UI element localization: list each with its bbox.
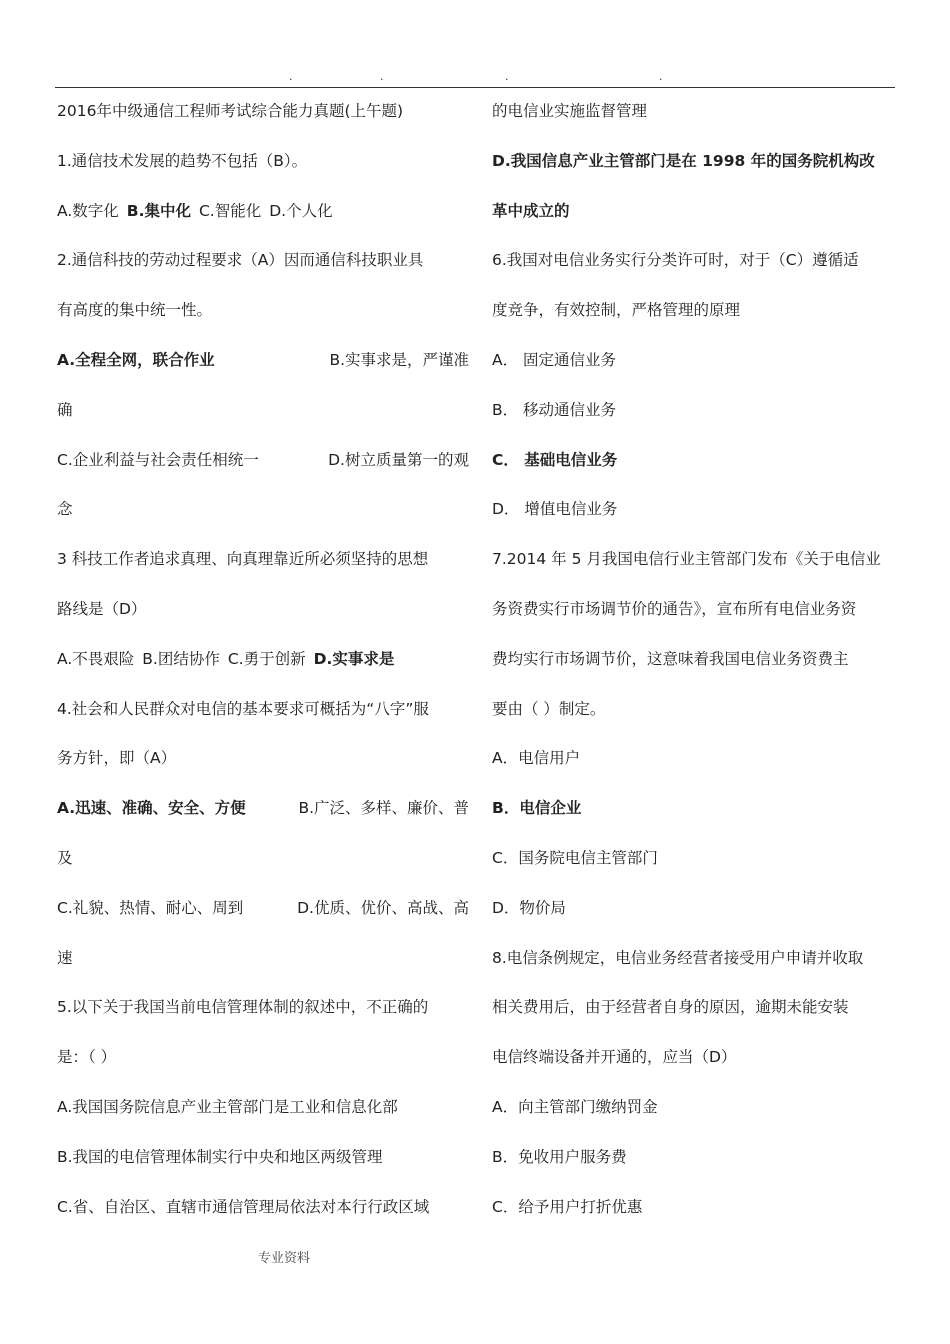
option-c: C．国务院电信主管部门: [492, 848, 658, 867]
option-c: C.礼貌、热情、耐心、周到: [57, 898, 244, 917]
right-column: [492, 87, 897, 1232]
header-dot: .: [659, 70, 663, 83]
option-c: C.企业利益与社会责任相统一: [57, 450, 259, 469]
option-a-answer: A.全程全网，联合作业: [57, 350, 215, 369]
question-4-line-1: 4.社会和人民群众对电信的基本要求可概括为“八字”服: [57, 699, 429, 718]
option-b: B． 移动通信业务: [492, 400, 617, 419]
question-2-options-ab: [57, 336, 469, 386]
option-b: B.广泛、多样、廉价、普: [298, 799, 469, 818]
option-c: C.省、自治区、直辖市通信管理局依法对本行行政区域: [57, 1197, 430, 1216]
question-4-options-ab: [57, 784, 469, 834]
option-c: C.勇于创新: [227, 649, 306, 668]
question-8-line-1: 8.电信条例规定，电信业务经营者接受用户申请并收取: [492, 948, 864, 967]
question-4-line-2: 务方针，即（A）: [57, 749, 177, 768]
question-2-line-2: 有高度的集中统一性。: [57, 301, 213, 320]
option-b-continued: 及: [57, 848, 73, 867]
question-1-options: [57, 187, 469, 237]
option-d-answer: D.我国信息产业主管部门是在 1998 年的国务院机构改: [492, 151, 875, 170]
header-dot: .: [289, 70, 293, 83]
document-title: 2016年中级通信工程师考试综合能力真题(上午题): [57, 102, 404, 120]
option-a: A.不畏艰险: [57, 649, 135, 668]
option-a: A.数字化: [57, 201, 119, 220]
question-5-line-2: 是：（ ）: [57, 1048, 117, 1067]
question-1: 1.通信技术发展的趋势不包括（B）。: [57, 151, 308, 170]
option-a: A．向主管部门缴纳罚金: [492, 1097, 658, 1116]
option-d: D.优质、优价、高战、高: [297, 898, 469, 917]
option-a-answer: A.迅速、准确、安全、方便: [57, 799, 246, 818]
option-d-continued: 速: [57, 948, 73, 967]
option-a: A． 固定通信业务: [492, 350, 617, 369]
option-a: A．电信用户: [492, 749, 581, 768]
option-c: C.智能化: [198, 201, 262, 220]
option-b: B.团结协作: [142, 649, 220, 668]
option-b-answer: B．电信企业: [492, 799, 582, 818]
option-c: C．给予用户打折优惠: [492, 1197, 643, 1216]
question-8-line-2: 相关费用后，由于经营者自身的原因，逾期未能安装: [492, 998, 849, 1017]
question-6-line-1: 6.我国对电信业务实行分类许可时，对于（C）遵循适: [492, 251, 859, 270]
option-b: B．免收用户服务费: [492, 1147, 627, 1166]
option-a: A.我国国务院信息产业主管部门是工业和信息化部: [57, 1097, 398, 1116]
header-dot: .: [380, 70, 384, 83]
question-2-line-1: 2.通信科技的劳动过程要求（A）因而通信科技职业具: [57, 251, 424, 270]
question-3-options: [57, 635, 469, 685]
question-6-line-2: 度竞争，有效控制，严格管理的原理: [492, 301, 741, 320]
option-b-answer: B.集中化: [126, 201, 191, 220]
question-3-line-2: 路线是（D）: [57, 599, 147, 618]
option-c-answer: C． 基础电信业务: [492, 450, 618, 469]
question-2-options-cd: [57, 436, 469, 486]
option-d: D.个人化: [269, 201, 333, 220]
question-4-options-cd: [57, 884, 469, 934]
option-d: D．物价局: [492, 898, 566, 917]
option-b: B.实事求是，严谨准: [329, 350, 469, 369]
question-7-line-3: 费均实行市场调节价，这意味着我国电信业务资费主: [492, 649, 849, 668]
option-d-answer: D.实事求是: [313, 649, 395, 668]
question-3-line-1: 3 科技工作者追求真理、向真理靠近所必须坚持的思想: [57, 550, 429, 569]
question-7-line-1: 7.2014 年 5 月我国电信行业主管部门发布《关于电信业: [492, 550, 881, 569]
question-7-line-4: 要由（ ）制定。: [492, 699, 606, 718]
header-dot: .: [505, 70, 509, 83]
question-5-line-1: 5.以下关于我国当前电信管理体制的叙述中，不正确的: [57, 998, 429, 1017]
option-b: B.我国的电信管理体制实行中央和地区两级管理: [57, 1147, 383, 1166]
option-d-continued: 念: [57, 500, 73, 519]
option-d: D． 增值电信业务: [492, 500, 618, 519]
option-d-answer-continued: 革中成立的: [492, 201, 570, 220]
left-column: [57, 87, 469, 1232]
page-footer: 专业资料: [258, 1251, 311, 1266]
option-c-continued: 的电信业实施监督管理: [492, 102, 648, 120]
question-7-line-2: 务资费实行市场调节价的通告》，宣布所有电信业务资: [492, 599, 857, 618]
option-b-continued: 确: [57, 400, 73, 419]
question-8-line-3: 电信终端设备并开通的，应当（D）: [492, 1048, 737, 1067]
option-d: D.树立质量第一的观: [328, 450, 469, 469]
